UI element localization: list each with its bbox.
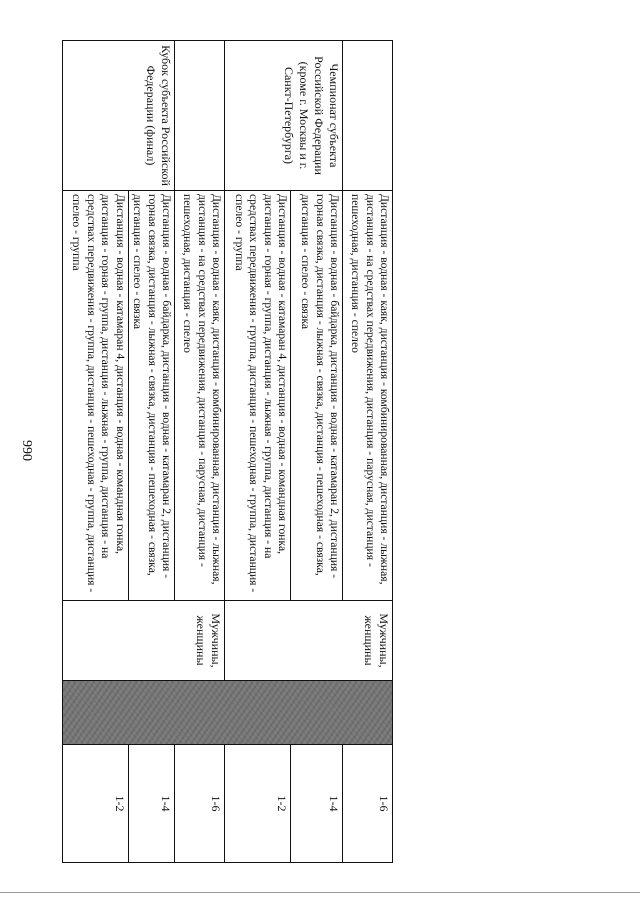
- discipline-cell: Дистанция - водная - каяк, дистанция - комбинированная, дистанция - лыжная, дистанция - на средствах передвижения, дистанция - парусная, дистанция - пешеходная, дистанция - спелео: [175, 191, 225, 601]
- age-group-cell: 1-4: [291, 745, 343, 863]
- gender-cell: Мужчины, женщины: [225, 601, 393, 681]
- gender-cell: Мужчины, женщины: [62, 601, 224, 681]
- rotated-table-wrapper: [63, 40, 393, 862]
- scan-edge-line: [0, 892, 640, 893]
- event-cell: [175, 41, 225, 191]
- event-cell: [343, 41, 393, 191]
- discipline-cell: Дистанция - водная - каяк, дистанция - комбинированная, дистанция - лыжная, дистанция - на средствах передвижения, дистанция - парусная, дистанция - пешеходная, дистанция - спелео: [343, 191, 393, 601]
- table-row: [343, 41, 393, 863]
- discipline-cell: Дистанция - водная - байдарка, дистанция - водная - катамаран 2, дистанция - горная связка, дистанция - лыжная - связка, дистанция - пешеходная - связка, дистанция - спелео - связка: [128, 191, 174, 601]
- shaded-cell: [62, 681, 392, 745]
- age-group-cell: 1-2: [62, 745, 128, 863]
- competition-table: [62, 40, 393, 863]
- age-group-cell: 1-6: [343, 745, 393, 863]
- discipline-cell: Дистанция - водная - катамаран 4, дистанция - водная - командная гонка, дистанция - горная - группа, дистанция - лыжная - группа, дистанция - на средствах передвижения - группа, дистанция - пешеходная - группа, дистанция - спелео - группа: [225, 191, 291, 601]
- event-cell: Кубок субъекта Российской Федерации (финал): [62, 41, 174, 191]
- age-group-cell: 1-6: [175, 745, 225, 863]
- discipline-cell: Дистанция - водная - байдарка, дистанция - водная - катамаран 2, дистанция - горная связка, дистанция - лыжная - связка, дистанция - пешеходная - связка, дистанция - спелео - связка: [291, 191, 343, 601]
- event-cell: Чемпионат субъекта Российской Федерации (кроме г. Москвы и г. Санкт-Петербурга): [225, 41, 343, 191]
- age-group-cell: 1-2: [225, 745, 291, 863]
- discipline-cell: Дистанция - водная - катамаран 4, дистанция - водная - командная гонка, дистанция - горная - группа, дистанция - лыжная - группа, дистанция - на средствах передвижения - группа, дистанция - пешеходная - группа, дистанция - спелео - группа: [62, 191, 128, 601]
- age-group-cell: 1-4: [128, 745, 174, 863]
- page-number: 990: [19, 440, 34, 461]
